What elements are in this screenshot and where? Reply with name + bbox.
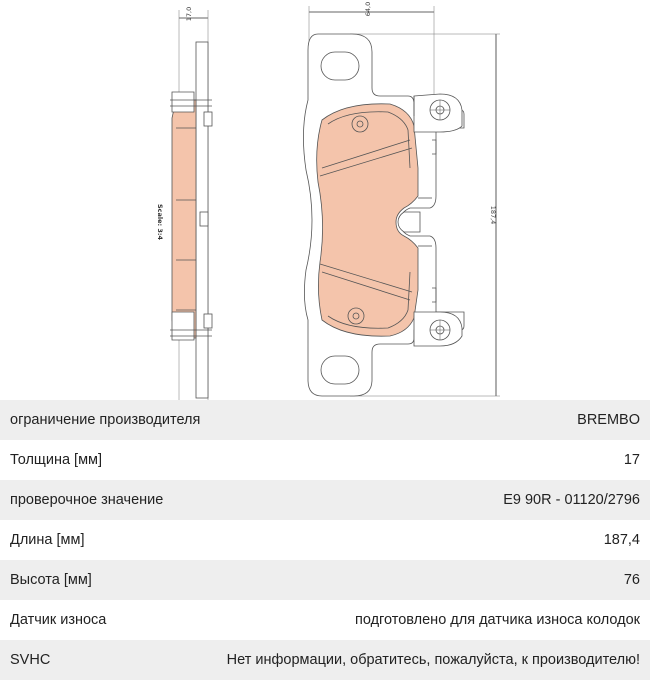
- spec-value: подготовлено для датчика износа колодок: [354, 612, 640, 628]
- spec-value: Нет информации, обратитесь, пожалуйста, к производителю!: [226, 652, 640, 668]
- spec-label: Длина [мм]: [10, 532, 85, 548]
- rivet-top: [352, 116, 368, 132]
- width-dim-label: 64,0: [364, 1, 372, 17]
- spec-label: Датчик износа: [10, 612, 107, 628]
- rivet-bottom: [348, 308, 364, 324]
- thickness-dim-label: 17,0: [185, 6, 193, 22]
- front-view: [303, 6, 500, 396]
- spec-row-approval: [0, 480, 650, 520]
- specifications-table: [0, 400, 650, 680]
- spec-row-thickness: [0, 440, 650, 480]
- spec-row-length: [0, 520, 650, 560]
- bottom-slot: [321, 356, 359, 384]
- spec-value: 17: [623, 452, 640, 468]
- spec-label: проверочное значение: [10, 492, 164, 508]
- scale-label: Scale: 3:4: [156, 203, 164, 241]
- spec-value: 187,4: [603, 532, 640, 548]
- side-friction-material: [172, 100, 196, 338]
- spec-value: BREMBO: [577, 412, 640, 428]
- side-view: [170, 10, 212, 400]
- spec-label: Толщина [мм]: [10, 452, 103, 468]
- spec-label: SVHC: [10, 652, 51, 668]
- spec-label: Высота [мм]: [10, 572, 92, 588]
- spec-value: 76: [623, 572, 640, 588]
- spec-row-svhc: [0, 640, 650, 680]
- top-slot: [321, 52, 359, 80]
- spec-row-manufacturer: [0, 400, 650, 440]
- spec-value: E9 90R - 01120/2796: [503, 492, 640, 508]
- length-dim-label: 187,4: [489, 205, 497, 225]
- spec-row-wear-sensor: [0, 600, 650, 640]
- spec-label: ограничение производителя: [10, 412, 201, 428]
- spec-row-height: [0, 560, 650, 600]
